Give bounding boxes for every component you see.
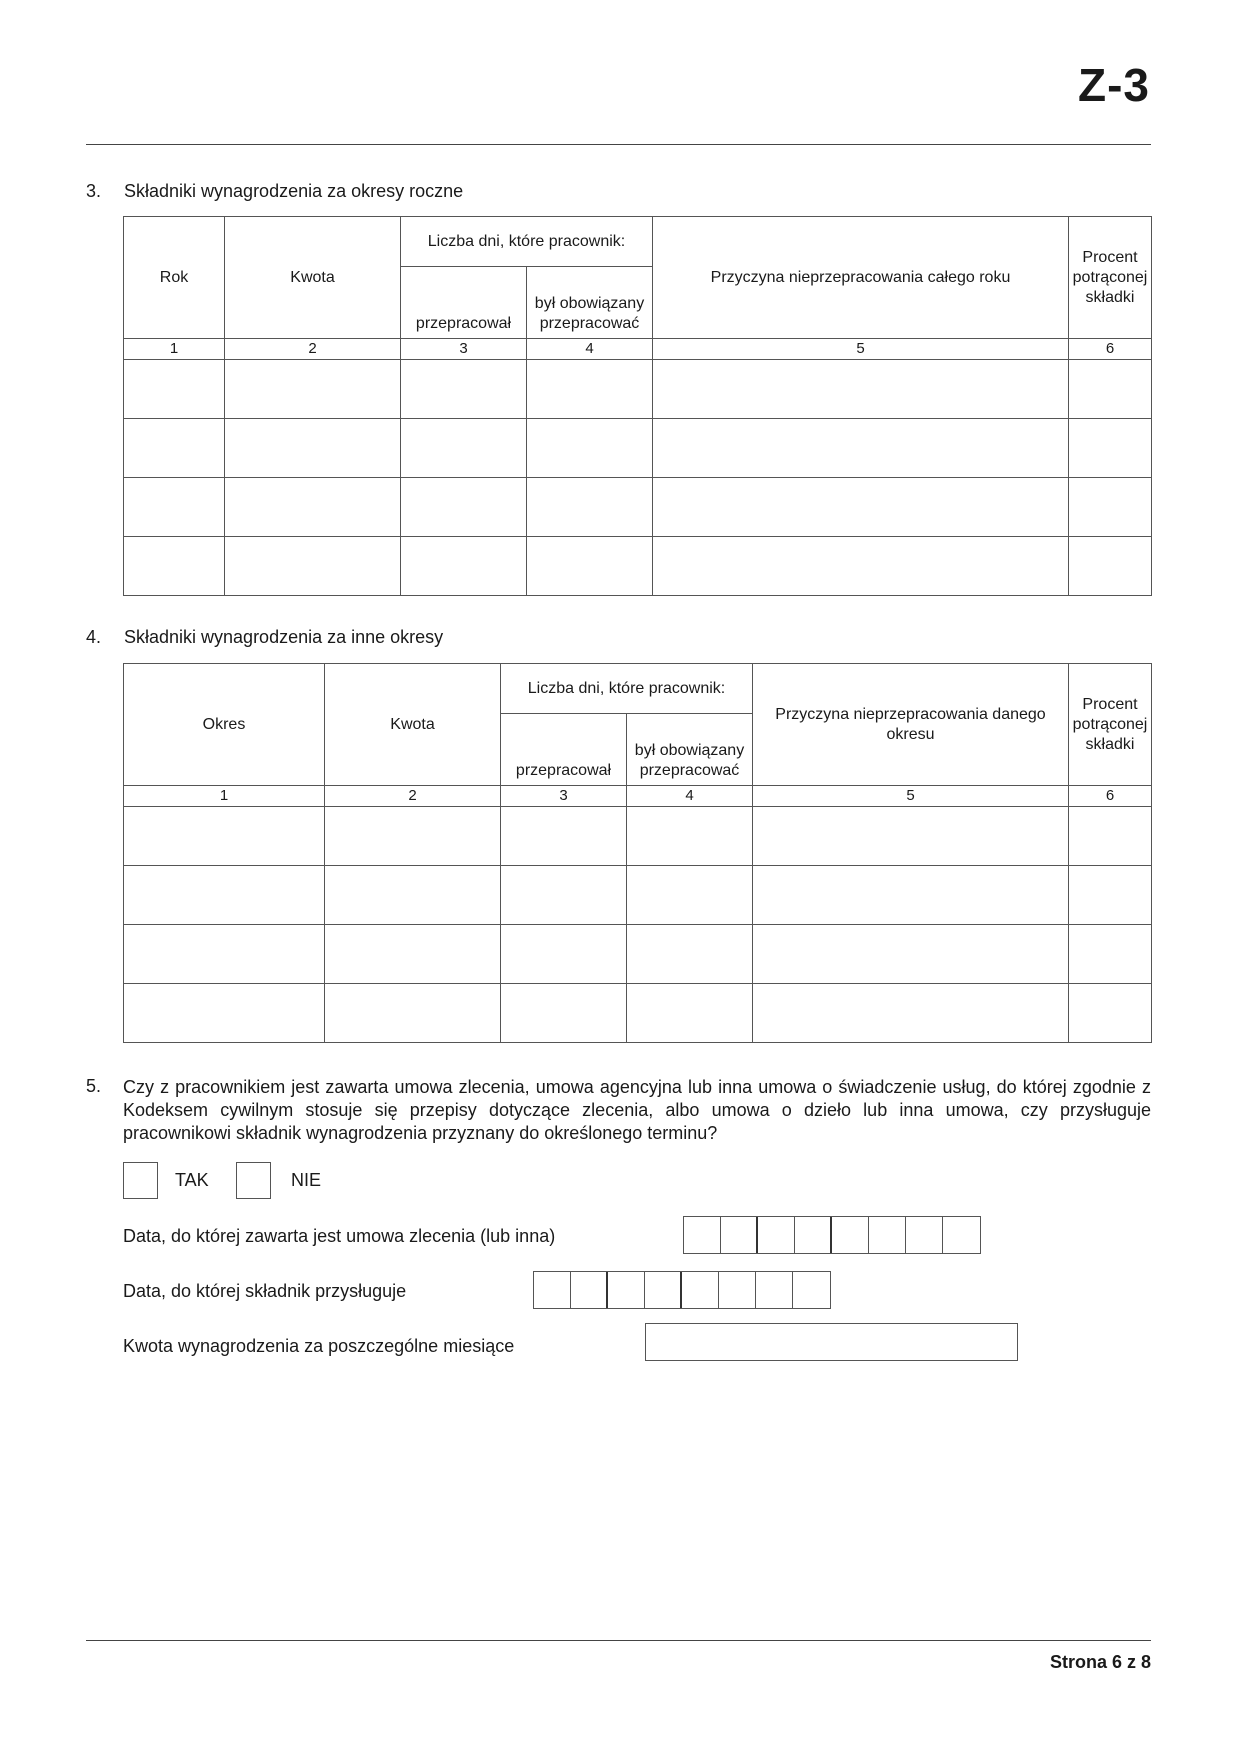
section-3-number: 3. xyxy=(86,181,102,201)
date-digit-box[interactable] xyxy=(756,1272,793,1308)
input-cell[interactable] xyxy=(1069,478,1152,537)
input-cell[interactable] xyxy=(501,866,627,925)
section-3-title: Składniki wynagrodzenia za okresy roczne xyxy=(124,181,464,201)
col-header-percent: Procent potrąconej składki xyxy=(1069,217,1152,339)
column-number: 3 xyxy=(401,339,527,360)
input-cell[interactable] xyxy=(1069,360,1152,419)
input-cell[interactable] xyxy=(225,537,401,596)
input-cell[interactable] xyxy=(1069,807,1152,866)
input-cell[interactable] xyxy=(501,807,627,866)
input-cell[interactable] xyxy=(653,478,1069,537)
col-header-days-group: Liczba dni, które pracownik: xyxy=(501,664,753,714)
col-header-amount: Kwota xyxy=(325,664,501,786)
input-cell[interactable] xyxy=(325,866,501,925)
input-cell[interactable] xyxy=(501,984,627,1043)
input-cell[interactable] xyxy=(527,537,653,596)
column-number-row xyxy=(124,339,1152,360)
input-cell[interactable] xyxy=(1069,925,1152,984)
page-number: Strona 6 z 8 xyxy=(1049,1652,1151,1672)
table-row xyxy=(124,478,1152,537)
input-cell[interactable] xyxy=(401,360,527,419)
col-header-amount: Kwota xyxy=(225,217,401,339)
date-digit-box[interactable] xyxy=(758,1217,795,1253)
input-cell[interactable] xyxy=(753,807,1069,866)
contract-date-field[interactable] xyxy=(683,1216,981,1254)
date-digit-box[interactable] xyxy=(534,1272,571,1308)
column-number: 6 xyxy=(1069,339,1152,360)
table-row xyxy=(124,419,1152,478)
input-cell[interactable] xyxy=(124,807,325,866)
date-digit-box[interactable] xyxy=(906,1217,943,1253)
col-header-worked: przepracował xyxy=(401,267,527,339)
contract-date-label: Data, do której zawarta jest umowa zlecenia (lub inna) xyxy=(123,1226,556,1246)
date-digit-box[interactable] xyxy=(943,1217,980,1253)
form-code: Z-3 xyxy=(1078,59,1150,111)
date-digit-box[interactable] xyxy=(684,1217,721,1253)
column-number: 2 xyxy=(225,339,401,360)
date-digit-box[interactable] xyxy=(608,1272,645,1308)
input-cell[interactable] xyxy=(527,360,653,419)
input-cell[interactable] xyxy=(124,360,225,419)
input-cell[interactable] xyxy=(753,866,1069,925)
no-checkbox[interactable] xyxy=(236,1162,271,1199)
section-4-heading xyxy=(86,627,443,648)
input-cell[interactable] xyxy=(653,360,1069,419)
column-number: 5 xyxy=(653,339,1069,360)
header-divider xyxy=(86,144,1151,145)
input-cell[interactable] xyxy=(1069,984,1152,1043)
table-row xyxy=(124,807,1152,866)
other-periods-table xyxy=(123,663,1152,1043)
input-cell[interactable] xyxy=(753,925,1069,984)
input-cell[interactable] xyxy=(627,866,753,925)
input-cell[interactable] xyxy=(627,925,753,984)
input-cell[interactable] xyxy=(124,478,225,537)
component-date-label: Data, do której składnik przysługuje xyxy=(123,1281,407,1301)
column-number: 4 xyxy=(627,786,753,807)
section-5-number: 5. xyxy=(86,1076,102,1096)
monthly-amount-label: Kwota wynagrodzenia za poszczególne miesiące xyxy=(123,1336,515,1356)
input-cell[interactable] xyxy=(225,478,401,537)
table-row xyxy=(124,866,1152,925)
date-digit-box[interactable] xyxy=(719,1272,756,1308)
input-cell[interactable] xyxy=(325,925,501,984)
input-cell[interactable] xyxy=(401,478,527,537)
column-number: 1 xyxy=(124,339,225,360)
input-cell[interactable] xyxy=(1069,866,1152,925)
table-row xyxy=(124,537,1152,596)
date-digit-box[interactable] xyxy=(795,1217,832,1253)
section-4-number: 4. xyxy=(86,627,102,647)
col-header-worked: przepracował xyxy=(501,714,627,786)
input-cell[interactable] xyxy=(627,984,753,1043)
date-digit-box[interactable] xyxy=(571,1272,608,1308)
column-number: 6 xyxy=(1069,786,1152,807)
monthly-amount-field[interactable] xyxy=(645,1323,1018,1361)
input-cell[interactable] xyxy=(627,807,753,866)
input-cell[interactable] xyxy=(653,537,1069,596)
date-digit-box[interactable] xyxy=(793,1272,830,1308)
input-cell[interactable] xyxy=(401,537,527,596)
yes-label: TAK xyxy=(175,1170,209,1190)
column-number: 4 xyxy=(527,339,653,360)
component-date-field[interactable] xyxy=(533,1271,831,1309)
input-cell[interactable] xyxy=(124,925,325,984)
input-cell[interactable] xyxy=(124,419,225,478)
no-label: NIE xyxy=(291,1170,322,1190)
input-cell[interactable] xyxy=(527,478,653,537)
col-header-reason: Przyczyna nieprzepracowania całego roku xyxy=(653,217,1069,339)
date-digit-box[interactable] xyxy=(645,1272,682,1308)
input-cell[interactable] xyxy=(225,419,401,478)
input-cell[interactable] xyxy=(124,984,325,1043)
input-cell[interactable] xyxy=(1069,419,1152,478)
column-number: 1 xyxy=(124,786,325,807)
input-cell[interactable] xyxy=(501,925,627,984)
input-cell[interactable] xyxy=(753,984,1069,1043)
table-row xyxy=(124,360,1152,419)
footer-divider xyxy=(86,1640,1151,1641)
input-cell[interactable] xyxy=(225,360,401,419)
column-number: 5 xyxy=(753,786,1069,807)
input-cell[interactable] xyxy=(325,984,501,1043)
column-number-row xyxy=(124,786,1152,807)
column-number: 2 xyxy=(325,786,501,807)
date-digit-box[interactable] xyxy=(832,1217,869,1253)
input-cell[interactable] xyxy=(653,419,1069,478)
input-cell[interactable] xyxy=(124,537,225,596)
date-digit-box[interactable] xyxy=(869,1217,906,1253)
column-number: 3 xyxy=(501,786,627,807)
col-header-required: był obowiązany przepracować xyxy=(627,714,753,786)
annual-components-table xyxy=(123,216,1152,596)
section-3-heading xyxy=(86,181,463,202)
section-4-title: Składniki wynagrodzenia za inne okresy xyxy=(124,627,444,647)
table-row xyxy=(124,925,1152,984)
col-header-reason: Przyczyna nieprzepracowania danego okresu xyxy=(753,664,1069,786)
input-cell[interactable] xyxy=(401,419,527,478)
date-digit-box[interactable] xyxy=(682,1272,719,1308)
input-cell[interactable] xyxy=(527,419,653,478)
col-header-days-group: Liczba dni, które pracownik: xyxy=(401,217,653,267)
input-cell[interactable] xyxy=(124,866,325,925)
date-digit-box[interactable] xyxy=(721,1217,758,1253)
yes-checkbox[interactable] xyxy=(123,1162,158,1199)
input-cell[interactable] xyxy=(325,807,501,866)
table-row xyxy=(124,984,1152,1043)
input-cell[interactable] xyxy=(1069,537,1152,596)
col-header-period: Okres xyxy=(124,664,325,786)
col-header-required: był obowiązany przepracować xyxy=(527,267,653,339)
section-5-question: Czy z pracownikiem jest zawarta umowa zlecenia, umowa agencyjna lub inna umowa o świadczenie usług, do której zgodnie z Kodeksem cywilnym stosuje się przepisy dotyczące zlecenia, albo umowa o dzieło lub inna umowa, czy przysługuje pracownikowi składnik wynagrodzenia przyznany do określonego terminu? xyxy=(123,1077,1151,1143)
col-header-percent: Procent potrąconej składki xyxy=(1069,664,1152,786)
col-header-year: Rok xyxy=(124,217,225,339)
